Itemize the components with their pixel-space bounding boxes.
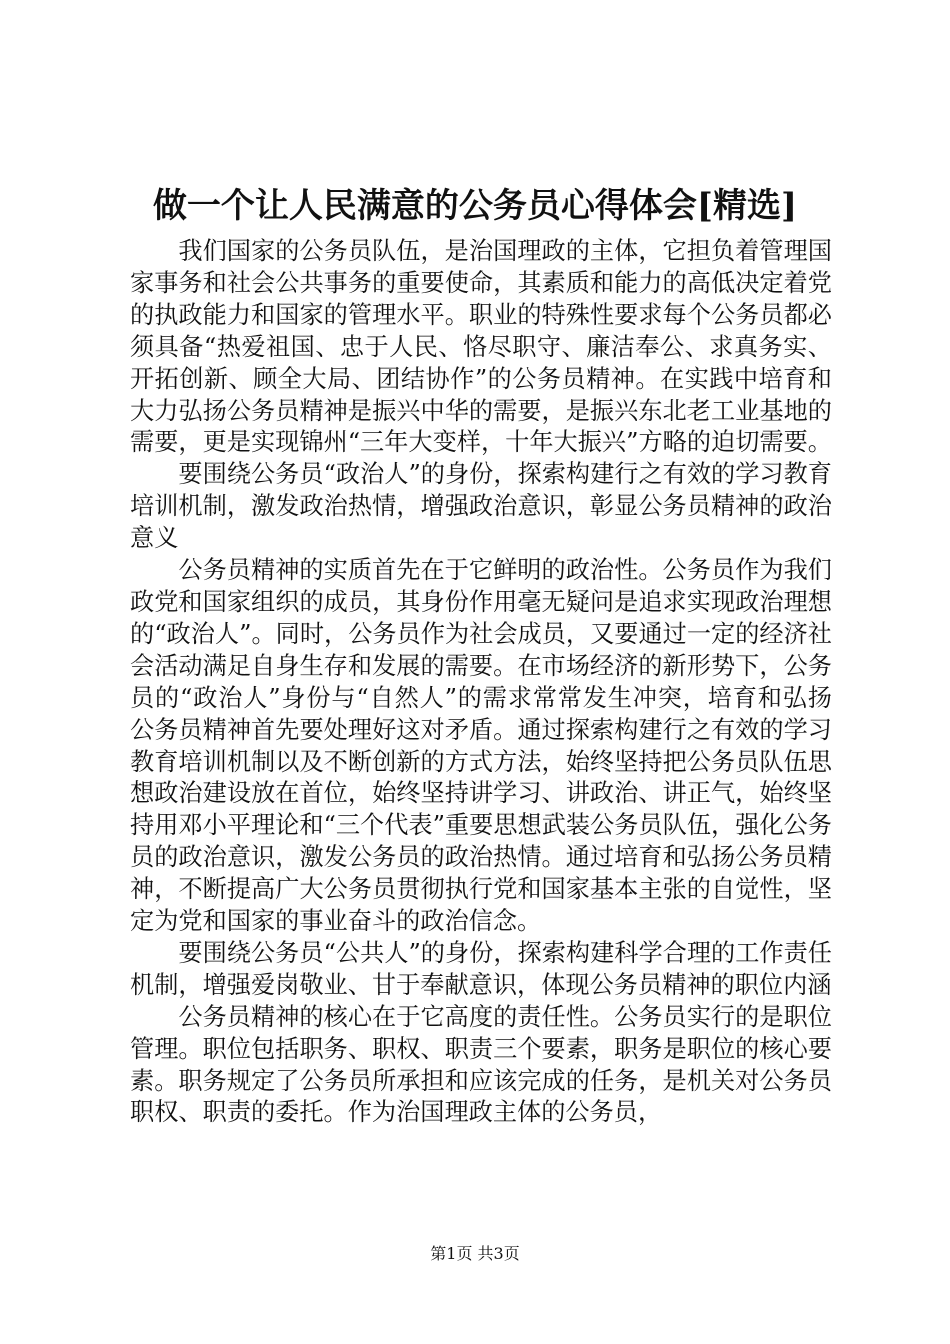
page-number-footer: 第1页 共3页 xyxy=(430,1244,520,1263)
paragraph-4: 要围绕公务员“公共人”的身份，探索构建科学合理的工作责任机制，增强爱岗敬业、甘于奉献意识，体现公务员精神的职位内涵 xyxy=(130,938,832,999)
document-body xyxy=(130,236,832,1129)
paragraph-1: 我们国家的公务员队伍，是治国理政的主体，它担负着管理国家事务和社会公共事务的重要使命，其素质和能力的高低决定着党的执政能力和国家的管理水平。职业的特殊性要求每个公务员都必须具备“热爱祖国、忠于人民、恪尽职守、廉洁奉公、求真务实、开拓创新、顾全大局、团结协作”的公务员精神。在实践中培育和大力弘扬公务员精神是振兴中华的需要，是振兴东北老工业基地的需要，更是实现锦州“三年大变样，十年大振兴”方略的迫切需要。 xyxy=(130,237,832,457)
paragraph-3: 公务员精神的实质首先在于它鲜明的政治性。公务员作为我们政党和国家组织的成员，其身份作用毫无疑问是追求实现政治理想的“政治人”。同时，公务员作为社会成员，又要通过一定的经济社会活动满足自身生存和发展的需要。在市场经济的新形势下，公务员的“政治人”身份与“自然人”的需求常常发生冲突，培育和弘扬公务员精神首先要处理好这对矛盾。通过探索构建行之有效的学习教育培训机制以及不断创新的方式方法，始终坚持把公务员队伍思想政治建设放在首位，始终坚持讲学习、讲政治、讲正气，始终坚持用邓小平理论和“三个代表”重要思想武装公务员队伍，强化公务员的政治意识，激发公务员的政治热情。通过培育和弘扬公务员精神，不断提高广大公务员贯彻执行党和国家基本主张的自觉性，坚定为党和国家的事业奋斗的政治信念。 xyxy=(130,556,832,936)
paragraph-5: 公务员精神的核心在于它高度的责任性。公务员实行的是职位管理。职位包括职务、职权、职责三个要素，职务是职位的核心要素。职务规定了公务员所承担和应该完成的任务，是机关对公务员职权、职责的委托。作为治国理政主体的公务员， xyxy=(130,1002,832,1127)
document-title: 做一个让人民满意的公务员心得体会[精选] xyxy=(152,186,798,226)
paragraph-2: 要围绕公务员“政治人”的身份，探索构建行之有效的学习教育培训机制，激发政治热情，增强政治意识，彰显公务员精神的政治意义 xyxy=(130,460,832,553)
